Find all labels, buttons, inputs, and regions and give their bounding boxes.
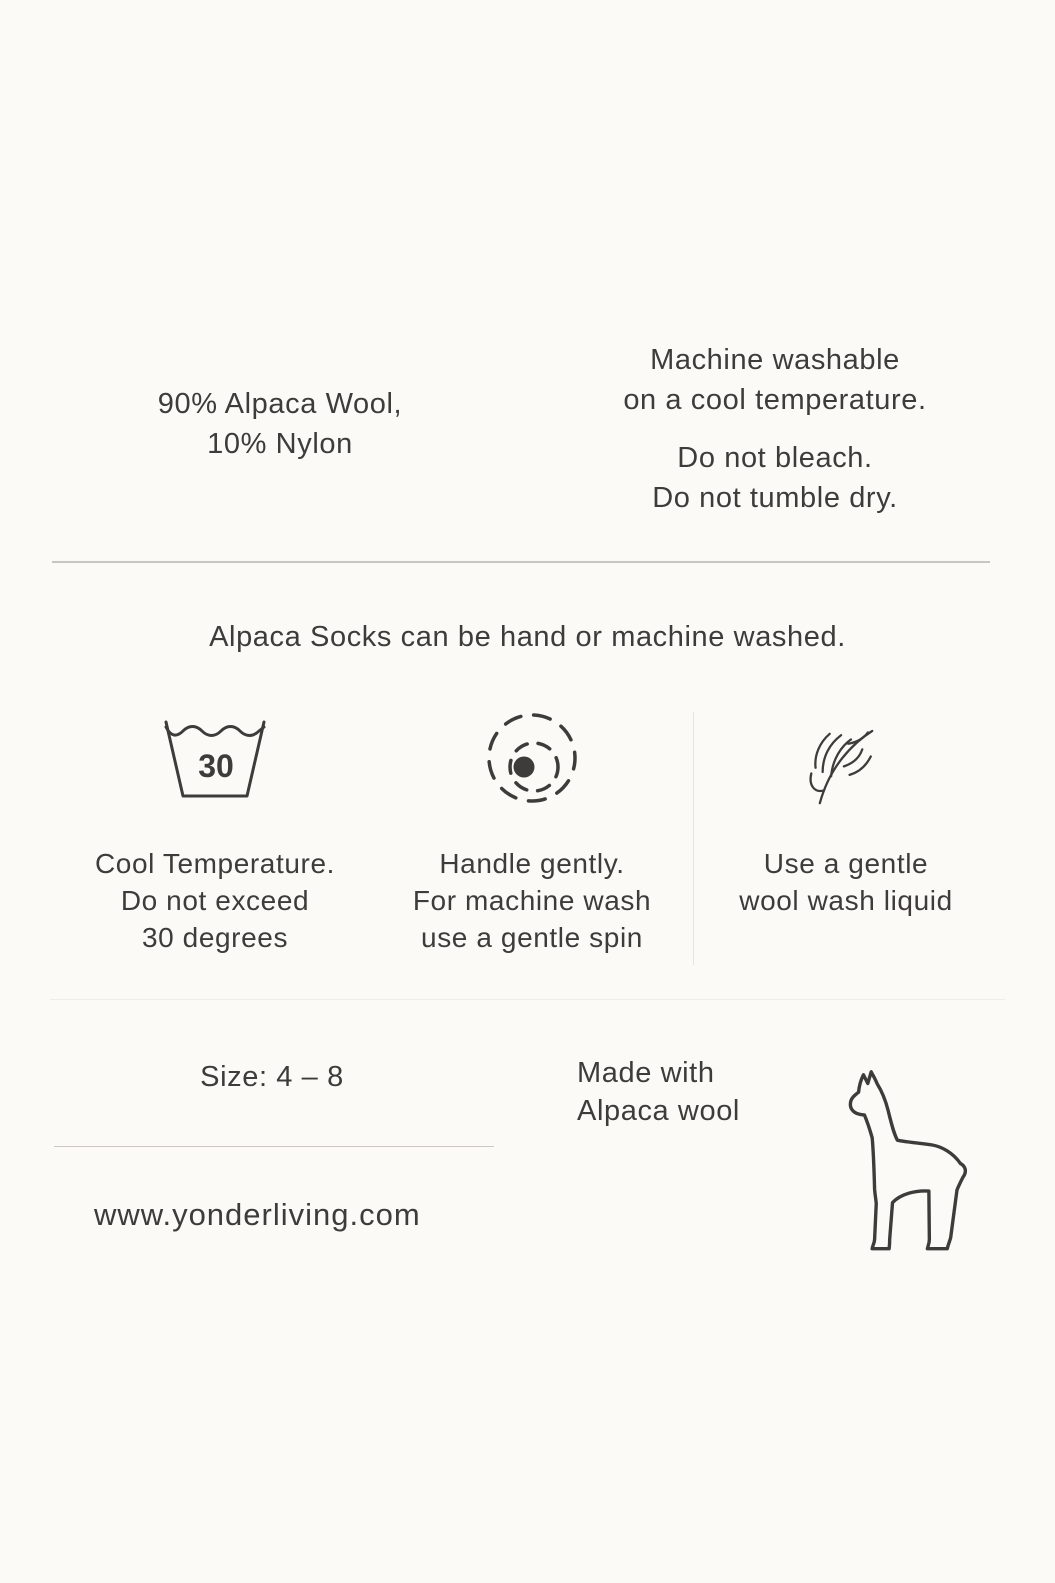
washing-line-3: Do not bleach. <box>677 442 873 474</box>
care-column-text <box>377 845 687 956</box>
care-text-line: Cool Temperature. <box>94 848 336 879</box>
care-column-text <box>691 845 1001 919</box>
composition-line-1: 90% Alpaca Wool, <box>157 388 403 420</box>
website-text: www.yonderliving.com <box>94 1197 421 1232</box>
washing-line-1: Machine washable <box>650 344 900 376</box>
washing-line-4: Do not tumble dry. <box>652 482 898 514</box>
made-with-text <box>577 1054 740 1130</box>
composition-line-2: 10% Nylon <box>207 428 353 460</box>
care-text-line: Do not exceed <box>120 885 310 916</box>
care-text-line: For machine wash <box>412 885 652 916</box>
divider-top <box>52 561 990 563</box>
care-column-gentle-spin <box>377 712 687 956</box>
washing-line-2: on a cool temperature. <box>623 384 927 416</box>
wash-basin-30-icon <box>60 712 370 808</box>
feather-icon <box>691 712 1001 808</box>
care-text-line: 30 degrees <box>141 922 289 953</box>
care-column-wool-wash <box>691 712 1001 919</box>
gentle-spin-icon <box>377 712 687 808</box>
washing-instructions <box>565 340 985 518</box>
alpaca-llama-icon <box>846 1066 972 1256</box>
care-text-line: wool wash liquid <box>739 885 953 916</box>
divider-bottom <box>54 1146 494 1147</box>
divider-middle <box>50 999 1005 1000</box>
size-text: Size: 4 – 8 <box>200 1061 344 1093</box>
made-with-line: Made with <box>577 1057 715 1089</box>
care-column-text <box>60 845 370 956</box>
wash-temp-value: 30 <box>198 748 234 784</box>
care-text-line: Use a gentle <box>763 848 929 879</box>
care-heading: Alpaca Socks can be hand or machine washed. <box>209 621 846 653</box>
care-text-line: Handle gently. <box>439 848 625 879</box>
made-with-line: Alpaca wool <box>577 1095 740 1127</box>
composition-text <box>60 384 500 464</box>
care-column-temperature <box>60 712 370 956</box>
care-text-line: use a gentle spin <box>421 922 643 953</box>
